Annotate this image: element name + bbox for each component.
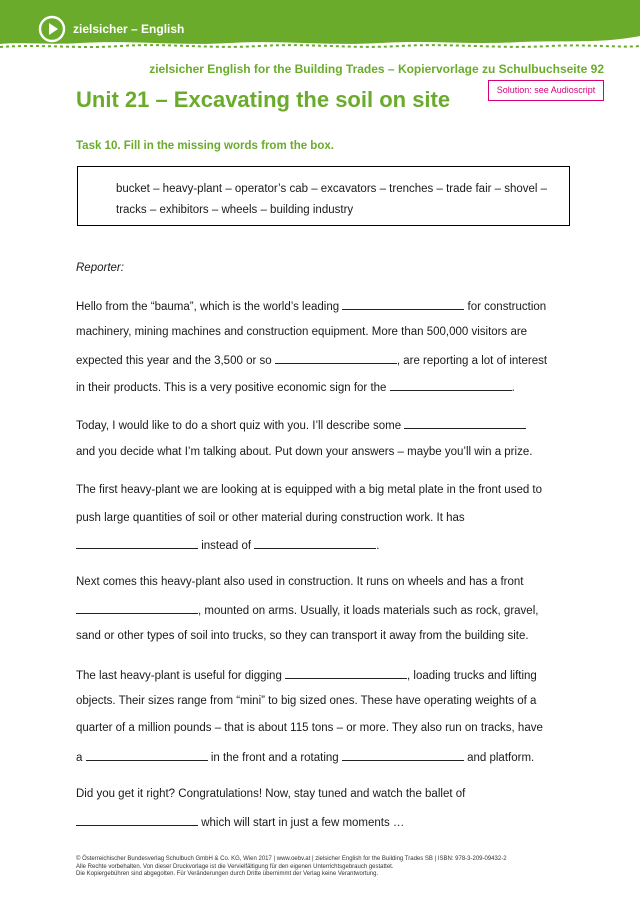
text-line: , mounted on arms. Usually, it loads materials such as rock, gravel, (76, 603, 538, 617)
footer-line: Die Kopiergebühren sind abgegolten. Für Veränderungen durch Dritte übernimmt der Verlag keine Verantwortung. (76, 871, 379, 877)
blank-field[interactable] (342, 750, 464, 761)
text-line: Did you get it right? Congratulations! Now, stay tuned and watch the ballet of (76, 788, 466, 800)
text-line: Next comes this heavy-plant also used in construction. It runs on wheels and has a front (76, 576, 524, 588)
blank-field[interactable] (285, 668, 407, 679)
text-line: The first heavy-plant we are looking at is equipped with a big metal plate in the front used to (76, 484, 543, 496)
blank-field[interactable] (275, 353, 397, 364)
text-line: which will start in just a few moments … (76, 815, 404, 829)
text-line: machinery, mining machines and construction equipment. More than 500,000 visitors are (76, 326, 528, 338)
text-line: Hello from the “bauma”, which is the world’s leading for construction (76, 301, 547, 313)
word-box-line-1: bucket – heavy-plant – operator’s cab – excavators – trenches – trade fair – shovel – (116, 183, 548, 195)
blank-field[interactable] (404, 418, 526, 429)
text-line: expected this year and the 3,500 or so , are reporting a lot of interest (76, 355, 548, 367)
task-instruction: Task 10. Fill in the missing words from the box. (76, 140, 334, 152)
text-line: and you decide what I’m talking about. Put down your answers – maybe you’ll win a prize. (76, 446, 533, 458)
blank-field[interactable] (76, 603, 198, 614)
text-line: a in the front and a rotating and platform. (76, 752, 535, 764)
text-line: push large quantities of soil or other material during construction work. It has (76, 512, 465, 524)
brand (38, 15, 184, 43)
play-logo-icon (38, 15, 66, 43)
text-line: instead of . (76, 538, 379, 552)
blank-field[interactable] (86, 750, 208, 761)
footer-line: © Österreichischer Bundesverlag Schulbuch GmbH & Co. KG, Wien 2017 | www.oebv.at | zielsicher English for the Building Trades SB | ISBN: 978-3-209-09432-2 (76, 856, 507, 862)
text-line: sand or other types of soil into trucks, so they can transport it away from the building site. (76, 630, 529, 642)
word-box (77, 166, 570, 226)
text-line: The last heavy-plant is useful for digging , loading trucks and lifting (76, 670, 537, 682)
brand-name: zielsicher – English (73, 22, 185, 36)
blank-field[interactable] (254, 538, 376, 549)
copyright-footer (76, 856, 507, 879)
blank-field[interactable] (76, 538, 198, 549)
text-line: objects. Their sizes range from “mini” to big sized ones. These have operating weights of a (76, 695, 537, 707)
text-line: in their products. This is a very positive economic sign for the . (76, 382, 515, 394)
text-line: quarter of a million pounds – that is about 115 tons – or more. They also run on tracks, have (76, 722, 543, 734)
footer-line: Alle Rechte vorbehalten. Von dieser Druckvorlage ist die Vervielfältigung für den eigenen Unterrichtsgebrauch gestattet. (76, 863, 394, 870)
speaker-label: Reporter: (76, 262, 124, 274)
text-line: Today, I would like to do a short quiz with you. I’ll describe some (76, 418, 526, 432)
page-title: Unit 21 – Excavating the soil on site (76, 87, 451, 112)
blank-field[interactable] (390, 380, 512, 391)
blank-field[interactable] (342, 299, 464, 310)
series-line: zielsicher English for the Building Trades – Kopiervorlage zu Schulbuchseite 92 (149, 62, 604, 76)
solution-badge: Solution: see Audioscript (488, 80, 604, 101)
word-box-line-2: tracks – exhibitors – wheels – building industry (116, 204, 354, 216)
blank-field[interactable] (76, 815, 198, 826)
